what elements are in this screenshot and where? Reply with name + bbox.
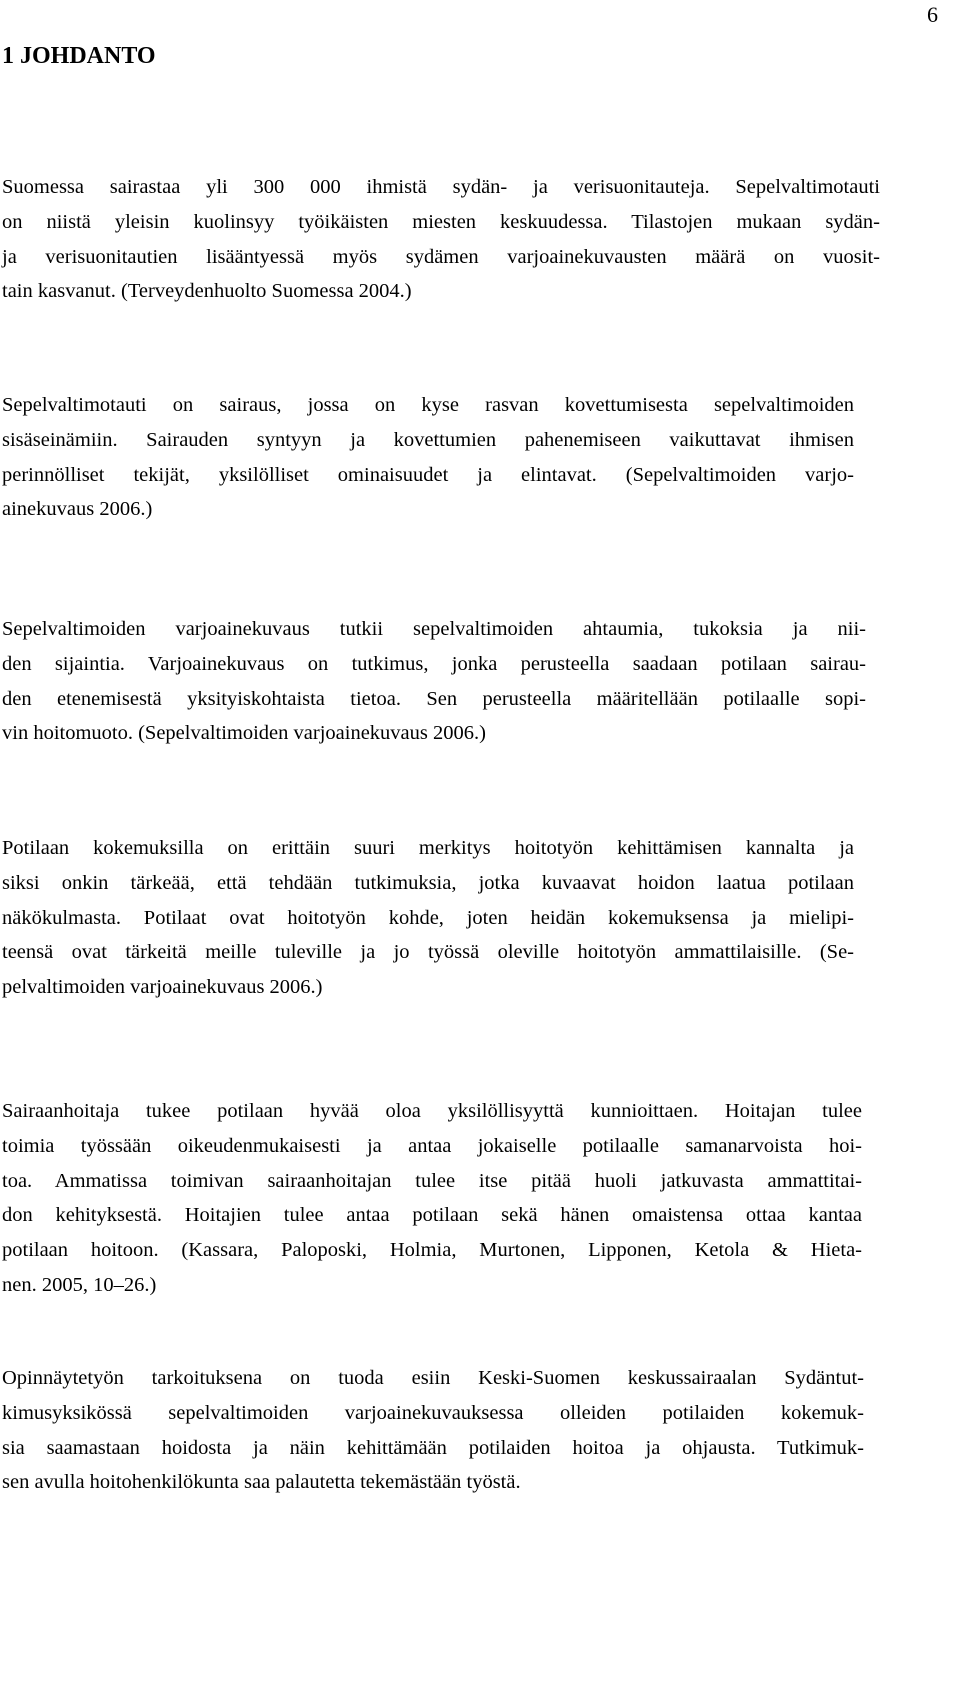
paragraph-line: sia saamastaan hoidosta ja näin kehittämään potilaiden hoitoa ja ohjausta. Tutkimuk-: [2, 1436, 864, 1459]
paragraph-line: Opinnäytetyön tarkoituksena on tuoda esiin Keski-Suomen keskussairaalan Sydäntut-: [2, 1367, 864, 1389]
paragraph-line: siksi onkin tärkeää, että tehdään tutkimuksia, jotka kuvaavat hoidon laatua potilaan: [2, 871, 854, 894]
paragraph-line: Sairaanhoitaja tukee potilaan hyvää oloa yksilöllisyyttä kunnioittaen. Hoitajan tulee: [2, 1100, 862, 1122]
paragraph-line: nen. 2005, 10–26.): [2, 1273, 157, 1296]
paragraph-5: [2, 1094, 862, 1303]
paragraph-line: on niistä yleisin kuolinsyy työikäisten miesten keskuudessa. Tilastojen mukaan sydän-: [2, 210, 880, 233]
paragraph-line: toimia työssään oikeudenmukaisesti ja antaa jokaiselle potilaalle samanarvoista hoi-: [2, 1134, 862, 1157]
paragraph-line: den etenemisestä yksityiskohtaista tietoa. Sen perusteella määritellään potilaalle sopi-: [2, 687, 866, 710]
paragraph-3: [2, 612, 866, 751]
paragraph-line: sisäseinämiin. Sairauden syntyyn ja kovettumien pahenemiseen vaikuttavat ihmisen: [2, 428, 854, 451]
paragraph-line: Potilaan kokemuksilla on erittäin suuri merkitys hoitotyön kehittämisen kannalta ja: [2, 837, 854, 859]
paragraph-line: don kehityksestä. Hoitajien tulee antaa potilaan sekä hänen omaistensa ottaa kantaa: [2, 1204, 862, 1227]
paragraph-line: sen avulla hoitohenkilökunta saa palautetta tekemästään työstä.: [2, 1471, 521, 1494]
paragraph-line: teensä ovat tärkeitä meille tuleville ja jo työssä oleville hoitotyön ammattilaisille. (Se-: [2, 941, 854, 964]
paragraph-line: Sepelvaltimoiden varjoainekuvaus tutkii sepelvaltimoiden ahtaumia, tukoksia ja nii-: [2, 618, 866, 640]
paragraph-line: den sijaintia. Varjoainekuvaus on tutkimus, jonka perusteella saadaan potilaan sairau-: [2, 652, 866, 675]
paragraph-line: ainekuvaus 2006.): [2, 498, 153, 521]
paragraph-line: Sepelvaltimotauti on sairaus, jossa on kyse rasvan kovettumisesta sepelvaltimoiden: [2, 394, 854, 416]
paragraph-line: toa. Ammatissa toimivan sairaanhoitajan tulee itse pitää huoli jatkuvasta ammattitai-: [2, 1169, 862, 1192]
paragraph-line: näkökulmasta. Potilaat ovat hoitotyön kohde, joten heidän kokemuksensa ja mielipi-: [2, 906, 854, 929]
chapter-heading: 1 JOHDANTO: [2, 43, 156, 69]
paragraph-line: perinnölliset tekijät, yksilölliset ominaisuudet ja elintavat. (Sepelvaltimoiden varjo-: [2, 463, 854, 486]
paragraph-line: Suomessa sairastaa yli 300 000 ihmistä sydän- ja verisuonitauteja. Sepelvaltimotauti: [2, 176, 880, 198]
paragraph-line: kimusyksikössä sepelvaltimoiden varjoainekuvauksessa olleiden potilaiden kokemuk-: [2, 1401, 864, 1424]
paragraph-1: [2, 170, 880, 309]
paragraph-line: ja verisuonitautien lisääntyessä myös sydämen varjoainekuvausten määrä on vuosit-: [2, 245, 880, 268]
paragraph-6: [2, 1361, 864, 1500]
paragraph-2: [2, 388, 854, 527]
paragraph-line: vin hoitomuoto. (Sepelvaltimoiden varjoainekuvaus 2006.): [2, 722, 486, 745]
page-number: 6: [927, 2, 938, 27]
paragraph-line: tain kasvanut. (Terveydenhuolto Suomessa 2004.): [2, 280, 412, 303]
paragraph-line: potilaan hoitoon. (Kassara, Paloposki, Holmia, Murtonen, Lipponen, Ketola & Hieta-: [2, 1239, 862, 1262]
paragraph-4: [2, 831, 854, 1005]
paragraph-line: pelvaltimoiden varjoainekuvaus 2006.): [2, 976, 323, 999]
